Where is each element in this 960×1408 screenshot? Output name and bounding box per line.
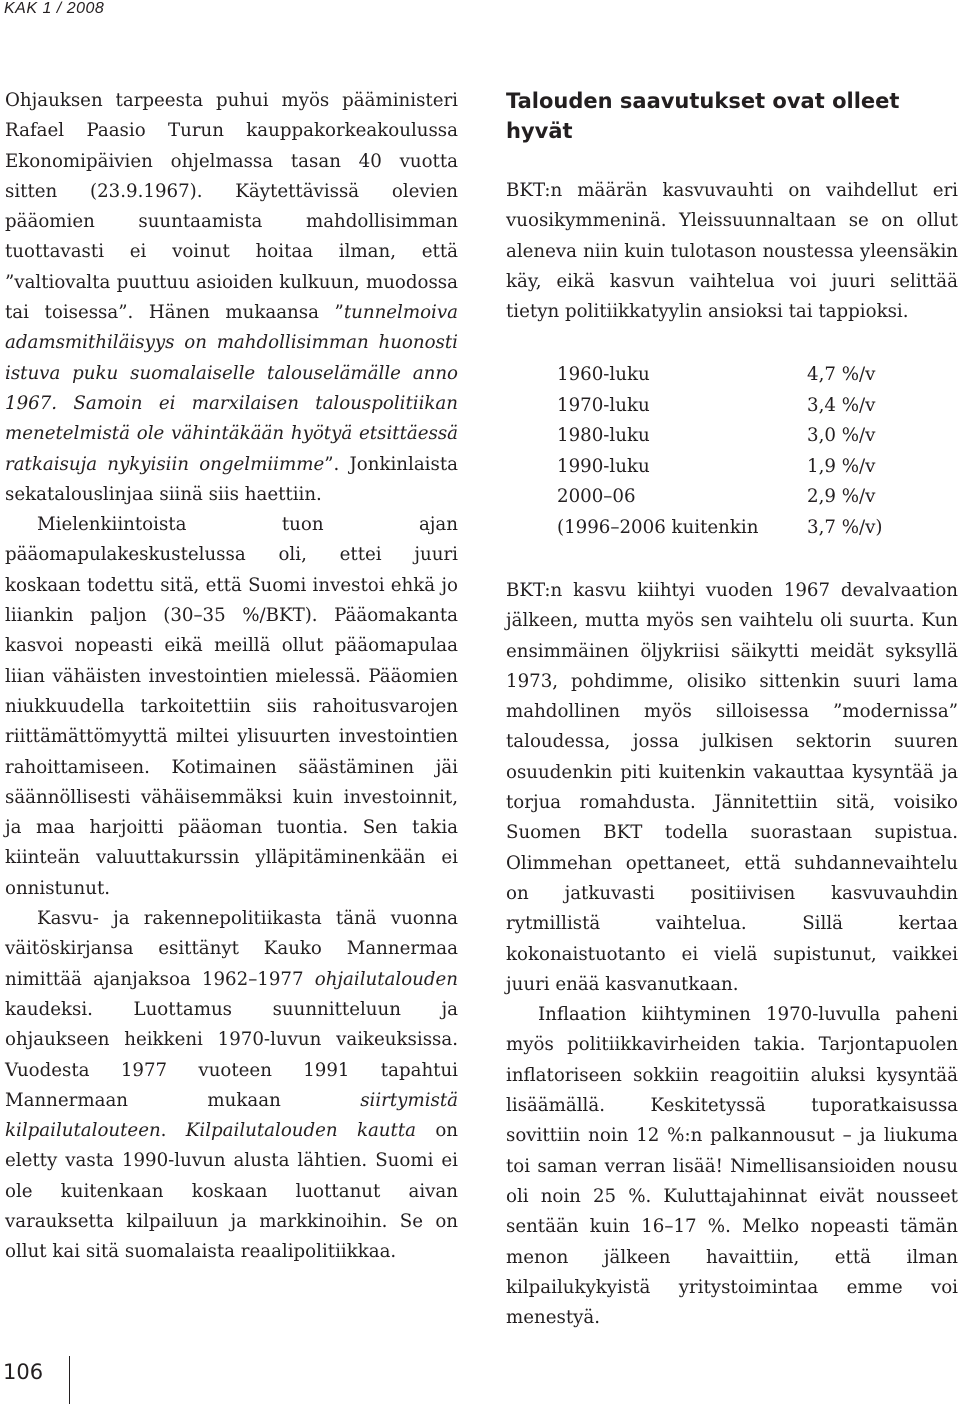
left-column xyxy=(5,86,458,1268)
rate-cell: 2,9 %/v xyxy=(807,486,876,507)
page-number: 106 xyxy=(3,1360,44,1384)
paragraph-3 xyxy=(5,904,458,1268)
rate-cell: 4,7 %/v xyxy=(807,364,876,385)
paragraph-1-text-a: Ohjauksen tarpeesta puhui myös pääministeri Rafael Paasio Turun kauppakorkeakoulussa Ekonomipäivien ohjelmassa tasan 40 vuotta sitten (23.9.1967). Käytettävissä olevien pääomien suuntaamista mahdollisimman tuottavasti ei voinut hoitaa ilman, että ”valtiovalta puuttuu asioiden kulkuun, muodossa tai toisessa”. Hänen mukaansa ” xyxy=(5,90,458,324)
paragraph-1 xyxy=(5,86,458,510)
table-row xyxy=(557,421,947,452)
rate-cell: 3,0 %/v xyxy=(807,425,876,446)
rate-cell: 3,7 %/v) xyxy=(807,516,883,538)
right-column-body xyxy=(506,576,958,1333)
paragraph-3-text-c: kaudeksi. Luottamus suunnitteluun ja ohjaukseen heikkeni 1970-luvun vaikeuksissa. Vuodesta 1977 vuoteen 1991 tapahtui Mannermaan mukaan xyxy=(5,998,458,1111)
period-cell: 1960-luku xyxy=(557,364,650,385)
term-siirtymista: siirtymistä kilpailutalouteen xyxy=(5,1089,458,1142)
paragraph-3-text-g: on eletty vasta 1990-luvun alusta lähtien. Suomi ei ole kuitenkaan koskaan luottanut aivan varauksetta kilpailuun ja markkinoihin. Se on ollut kai sitä suomalaista reaalipolitiikkaa. xyxy=(5,1120,458,1263)
table-row xyxy=(557,482,947,513)
section-heading: Talouden saavutukset ovat olleet hyvät xyxy=(506,89,900,143)
paragraph-3-text-a: Kasvu- ja rakennepolitiikasta tänä vuonna väitöskirjansa esittänyt Kauko Mannermaa nimittää ajanjaksoa 1962–1977 xyxy=(5,908,458,990)
paragraph-4: BKT:n määrän kasvuvauhti on vaihdellut eri vuosikymmeninä. Yleissuunnaltaan se on ollut aleneva niin kuin tulotason noustessa yleensäkin käy, eikä kasvun vaihtelua voi juuri selittää tietyn politiikkatyylin ansioksi tai tappioksi. xyxy=(506,180,958,323)
page-number-rule xyxy=(69,1356,70,1404)
rate-cell: 1,9 %/v xyxy=(807,455,876,477)
paragraph-1-text-c: ”. Jonkinlaista sekatalouslinjaa siinä siis haettiin. xyxy=(5,453,458,505)
term-kilpailutalouden: Kilpailutalouden kautta xyxy=(185,1120,416,1142)
growth-rate-table xyxy=(557,360,947,543)
right-column-intro xyxy=(506,176,958,327)
period-cell: 1990-luku xyxy=(557,455,650,477)
quote-italic: tunnelmoiva adamsmithiläisyys on mahdollisimman huonosti istuva puku suomalaiselle talouselämälle anno 1967. Samoin ei marxilaisen talouspolitiikan menetelmistä ole vähintäkään hyötyä etsittäessä ratkaisuja nykyisiin ongelmiimme xyxy=(5,302,458,475)
paragraph-5: BKT:n kasvu kiihtyi vuoden 1967 devalvaation jälkeen, mutta myös sen vaihtelu oli suurta. Kun ensimmäinen öljykriisi säikytti meidät syksyllä 1973, pohdimme, olisiko sittenkin suuri lama mahdollinen myös silloisessa ”modernissa” taloudessa, jossa julkisen sektorin suuren osuudenkin piti kuitenkin vakauttaa kysyntää ja torjua romahdusta. Jännitettiin sitä, voisiko Suomen BKT todella suorastaan supistua. Olimmehan opettaneet, että suhdannevaihtelu on jatkuvasti positiivisen kasvuvauhdin rytmillistä vaihtelua. Sillä kertaa kokonaistuotanto ei vielä supistunut, vaikkei juuri enää kasvanutkaan. xyxy=(506,580,958,995)
term-ohjailutalouden: ohjailutalouden xyxy=(314,968,458,990)
table-row xyxy=(557,513,947,544)
table-row xyxy=(557,452,947,483)
period-cell: 1980-luku xyxy=(557,425,650,446)
rate-cell: 3,4 %/v xyxy=(807,394,876,416)
period-cell: (1996–2006 kuitenkin xyxy=(557,516,759,538)
paragraph-2: Mielenkiintoista tuon ajan pääomapulakeskustelussa oli, ettei juuri koskaan todettu sitä, että Suomi investoi ehkä jo liiankin paljon (30–35 %/BKT). Pääomakanta kasvoi nopeasti eikä meillä ollut pääomapulaa liian vähäisten investointien mielessä. Pääomien niukkuudella tarkoitettiin siis rahoitusvarojen riittämättömyyttä miltei ylisuurten investointien rahoittamiseen. Kotimainen säästäminen jäi säännöllisesti vähäisemmäksi kuin investoinnit, ja maa harjoitti pääoman tuontia. Sen takia kiinteän valuuttakurssin ylläpitäminenkään ei onnistunut. xyxy=(5,514,458,899)
period-cell: 2000–06 xyxy=(557,486,636,507)
paragraph-3-text-e: . xyxy=(160,1120,186,1142)
table-row xyxy=(557,391,947,422)
running-header: KAK 1 / 2008 xyxy=(4,0,105,17)
paragraph-6: Inflaation kiihtyminen 1970-luvulla paheni myös politiikkavirheiden takia. Tarjontapuolen inflatoriseen sokkiin reagoitiin aluksi kysyntää lisäämällä. Keskitetyssä tuporatkaisussa sovittiin noin 12 %:n palkannousut – ja liukuma toi saman verran lisää! Nimellisansioiden nousu oli noin 25 %. Kuluttajahinnat eivät nousseet sentään kuin 16–17 %. Melko nopeasti tämän menon jälkeen havaittiin, että ilman kilpailukykyistä yritystoimintaa emme voi menestyä. xyxy=(506,1004,958,1329)
table-row xyxy=(557,360,947,391)
period-cell: 1970-luku xyxy=(557,394,650,416)
